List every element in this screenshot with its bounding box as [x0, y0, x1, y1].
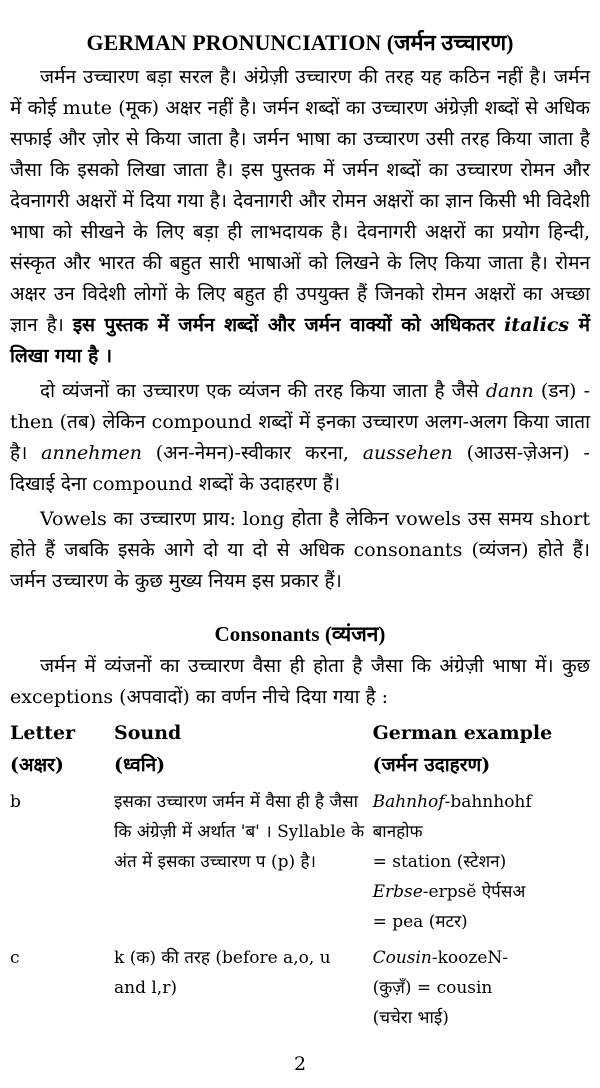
letter-cell: b [10, 792, 21, 812]
example-aussehen: aussehen [362, 442, 453, 464]
example-line: Erbse-erpsĕ ऐर्पसअ [372, 882, 526, 902]
example-line: (चचेरा भाई) [372, 1008, 449, 1028]
consonants-intro-paragraph: जर्मन में व्यंजनों का उच्चारण वैसा ही होता है जैसा कि अंग्रेज़ी भाषा में। कुछ exceptions (अपवादों) का वर्णन नीचे दिया गया है : [10, 655, 590, 708]
subheader-example: (जर्मन उदाहरण) [372, 754, 491, 776]
table-row [10, 781, 590, 937]
letter-cell: c [10, 948, 20, 968]
header-letter: Letter [10, 722, 76, 744]
table-header-row [10, 717, 590, 749]
example-cell [373, 781, 590, 937]
example-cell [373, 937, 590, 1033]
sound-cell: इसका उच्चारण जर्मन में वैसा ही है जैसा कि अंग्रेज़ी में अर्थात 'ब' । Syllable के अंत में इसका उच्चारण प (p) है। [114, 792, 365, 872]
header-example: German example [372, 722, 553, 744]
vowels-paragraph: Vowels का उच्चारण प्राय: long होता है लेकिन vowels उस समय short होते हैं जबकि इसके आगे दो या दो से अधिक consonants (व्यंजन) होते हैं। जर्मन उच्चारण के कुछ मुख्य नियम इस प्रकार हैं। [10, 508, 590, 592]
example-line: Cousin-koozeN- [372, 948, 509, 968]
page-number: 2 [293, 1053, 307, 1075]
example-line: (कुज़ँ) = cousin [372, 978, 493, 998]
intro-bold-note: इस पुस्तक में जर्मन शब्दों और जर्मन वाक्यों को अधिकतर italics में लिखा गया है । [10, 314, 590, 367]
page-title: GERMAN PRONUNCIATION (जर्मन उच्चारण) [86, 30, 514, 55]
subheader-letter: (अक्षर) [10, 754, 64, 776]
table-row [10, 937, 590, 1033]
example-dann: dann [485, 380, 534, 402]
intro-paragraph [10, 62, 590, 372]
italics-word: italics [504, 314, 570, 336]
sound-cell: k (क) की तरह (before a,o, u and l,r) [114, 948, 331, 998]
consonant-table [10, 717, 590, 1033]
example-annehmen: annehmen [41, 442, 142, 464]
intro-text: जर्मन उच्चारण बड़ा सरल है। अंग्रेज़ी उच्चारण की तरह यह कठिन नहीं है। जर्मन में कोई mute (मूक) अक्षर नहीं है। जर्मन शब्दों का उच्चारण अंग्रेज़ी शब्दों से अधिक सफाई और ज़ोर से किया जाता है। जर्मन भाषा का उच्चारण उसी तरह किया जाता है जैसा कि इसको लिखा जाता है। इस पुस्तक में जर्मन शब्दों का उच्चारण रोमन और देवनागरी अक्षरों में दिया गया है। देवनागरी और रोमन अक्षरों का ज्ञान किसी भी विदेशी भाषा को सीखने के लिए बड़ा ही लाभदायक है। देवनागरी अक्षरों का प्रयोग हिन्दी, संस्कृत और भारत की बहुत सारी भाषाओं को लिखने के लिए किया जाता है। रोमन अक्षर उन विदेशी लोगों के लिए बहुत ही उपयुक्त हैं जिनको रोमन अक्षरों का अच्छा ज्ञान है। [10, 66, 590, 336]
subheader-sound: (ध्वनि) [114, 754, 166, 776]
consonants-heading: Consonants (व्यंजन) [214, 622, 386, 646]
header-sound: Sound [114, 722, 182, 744]
example-line: Bahnhof-bahnhohf बानहोफ [372, 792, 532, 842]
example-line: = station (स्टेशन) [372, 852, 507, 872]
example-line: = pea (मटर) [372, 912, 468, 932]
double-consonant-paragraph: दो व्यंजनों का उच्चारण एक व्यंजन की तरह किया जाता है जैसे dann (डन) - then (तब) लेकिन compound शब्दों में इनका उच्चारण अलग-अलग किया जाता है। annehmen (अन-नेमन)-स्वीकार करना, aussehen (आउस-ज़ेअन) - दिखाई देना compound शब्दों के उदाहरण हैं। [10, 380, 590, 495]
table-subheader-row [10, 749, 590, 781]
